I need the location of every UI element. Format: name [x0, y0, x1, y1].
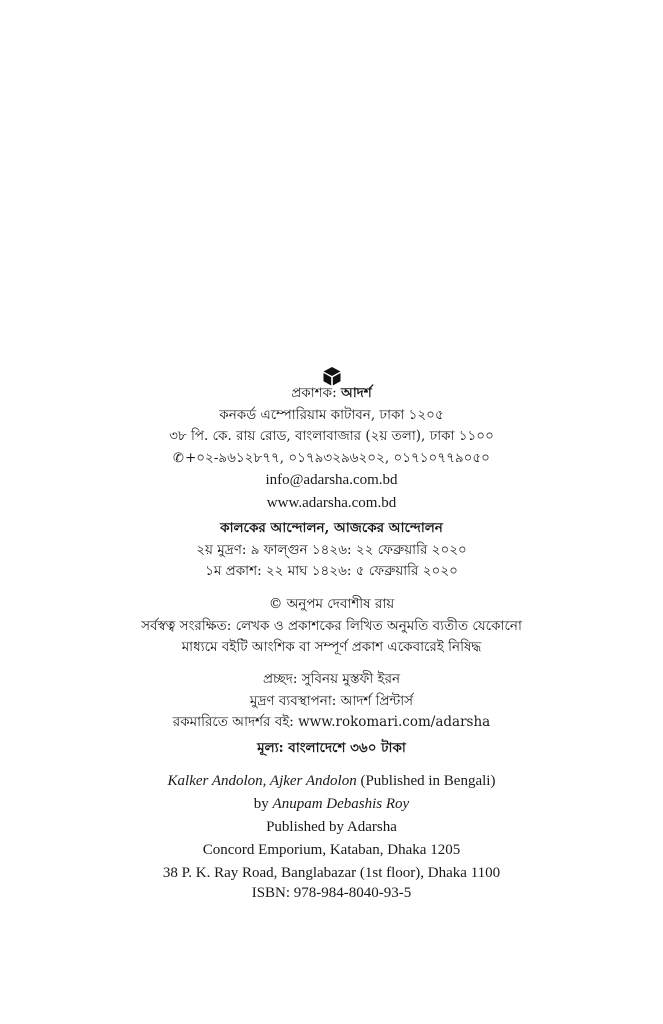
- copyright-line: © অনুপম দেবাশীষ রায়: [268, 596, 395, 612]
- publisher-phone-line: [0, 448, 663, 470]
- book-info-block: [0, 518, 663, 583]
- english-block: [0, 770, 663, 885]
- price-block: [0, 738, 663, 760]
- rights-block: [0, 594, 663, 659]
- book-title: কালকের আন্দোলন, আজকের আন্দোলন: [220, 520, 443, 536]
- publisher-name: আদর্শ: [340, 385, 372, 401]
- english-address-1: Concord Emporium, Kataban, Dhaka 1205: [202, 842, 461, 858]
- cover-credit: প্রচ্ছদ: সুবিনয় মুস্তফী ইরন: [262, 671, 401, 687]
- online-store-line: রকমারিতে আদর্শর বই: www.rokomari.com/adarsha: [172, 714, 491, 730]
- print-management-credit: মুদ্রণ ব্যবস্থাপনা: আদর্শ প্রিন্টার্স: [249, 692, 414, 709]
- english-by: by: [253, 796, 269, 812]
- publisher-block: [0, 383, 663, 515]
- price-line: মূল্য: বাংলাদেশে ৩৬০ টাকা: [257, 740, 406, 756]
- rights-notice-2: মাধ্যমে বইটি আংশিক বা সম্পূর্ণ প্রকাশ একেবারেই নিষিদ্ধ: [181, 639, 482, 655]
- rights-notice-1: সর্বস্বত্ব সংরক্ষিত: লেখক ও প্রকাশকের লিখিত অনুমতি ব্যতীত যেকোনো: [141, 617, 522, 634]
- isbn-line: ISBN: 978-984-8040-93-5: [251, 885, 412, 901]
- phone-icon: ✆: [173, 450, 184, 466]
- english-address-2: 38 P. K. Ray Road, Banglabazar (1st floor), Dhaka 1100: [162, 865, 501, 881]
- publisher-address-1: কনকর্ড এম্পোরিয়াম কাটাবন, ঢাকা ১২০৫: [219, 406, 444, 423]
- publisher-address-2: ৩৮ পি. কে. রায় রোড, বাংলাবাজার (২য় তলা), ঢাকা ১১০০: [169, 428, 494, 444]
- credits-block: [0, 669, 663, 734]
- english-author: Anupam Debashis Roy: [272, 796, 410, 812]
- first-publication: ১ম প্রকাশ: ২২ মাঘ ১৪২৬: ৫ ফেব্রুয়ারি ২০২০: [205, 563, 458, 579]
- english-title-note: (Published in Bengali): [360, 773, 496, 789]
- publisher-line: [0, 383, 663, 405]
- publisher-website: www.adarsha.com.bd: [266, 495, 397, 511]
- publisher-phone: +০২-৯৬১২৮৭৭, ০১৭৯৩২৯৬২০২, ০১৭১০৭৭৯০৫০: [184, 449, 490, 466]
- english-author-line: [0, 793, 663, 816]
- english-published-by: Published by Adarsha: [266, 819, 397, 835]
- english-title: Kalker Andolon, Ajker Andolon: [167, 773, 357, 789]
- publisher-label: প্রকাশক:: [291, 385, 337, 401]
- english-title-line: [0, 770, 663, 793]
- publisher-email: info@adarsha.com.bd: [265, 472, 398, 488]
- isbn-block: [0, 882, 663, 905]
- second-printing: ২য় মুদ্রণ: ৯ ফাল্গুন ১৪২৬: ২২ ফেব্রুয়ারি ২০২০: [196, 541, 467, 558]
